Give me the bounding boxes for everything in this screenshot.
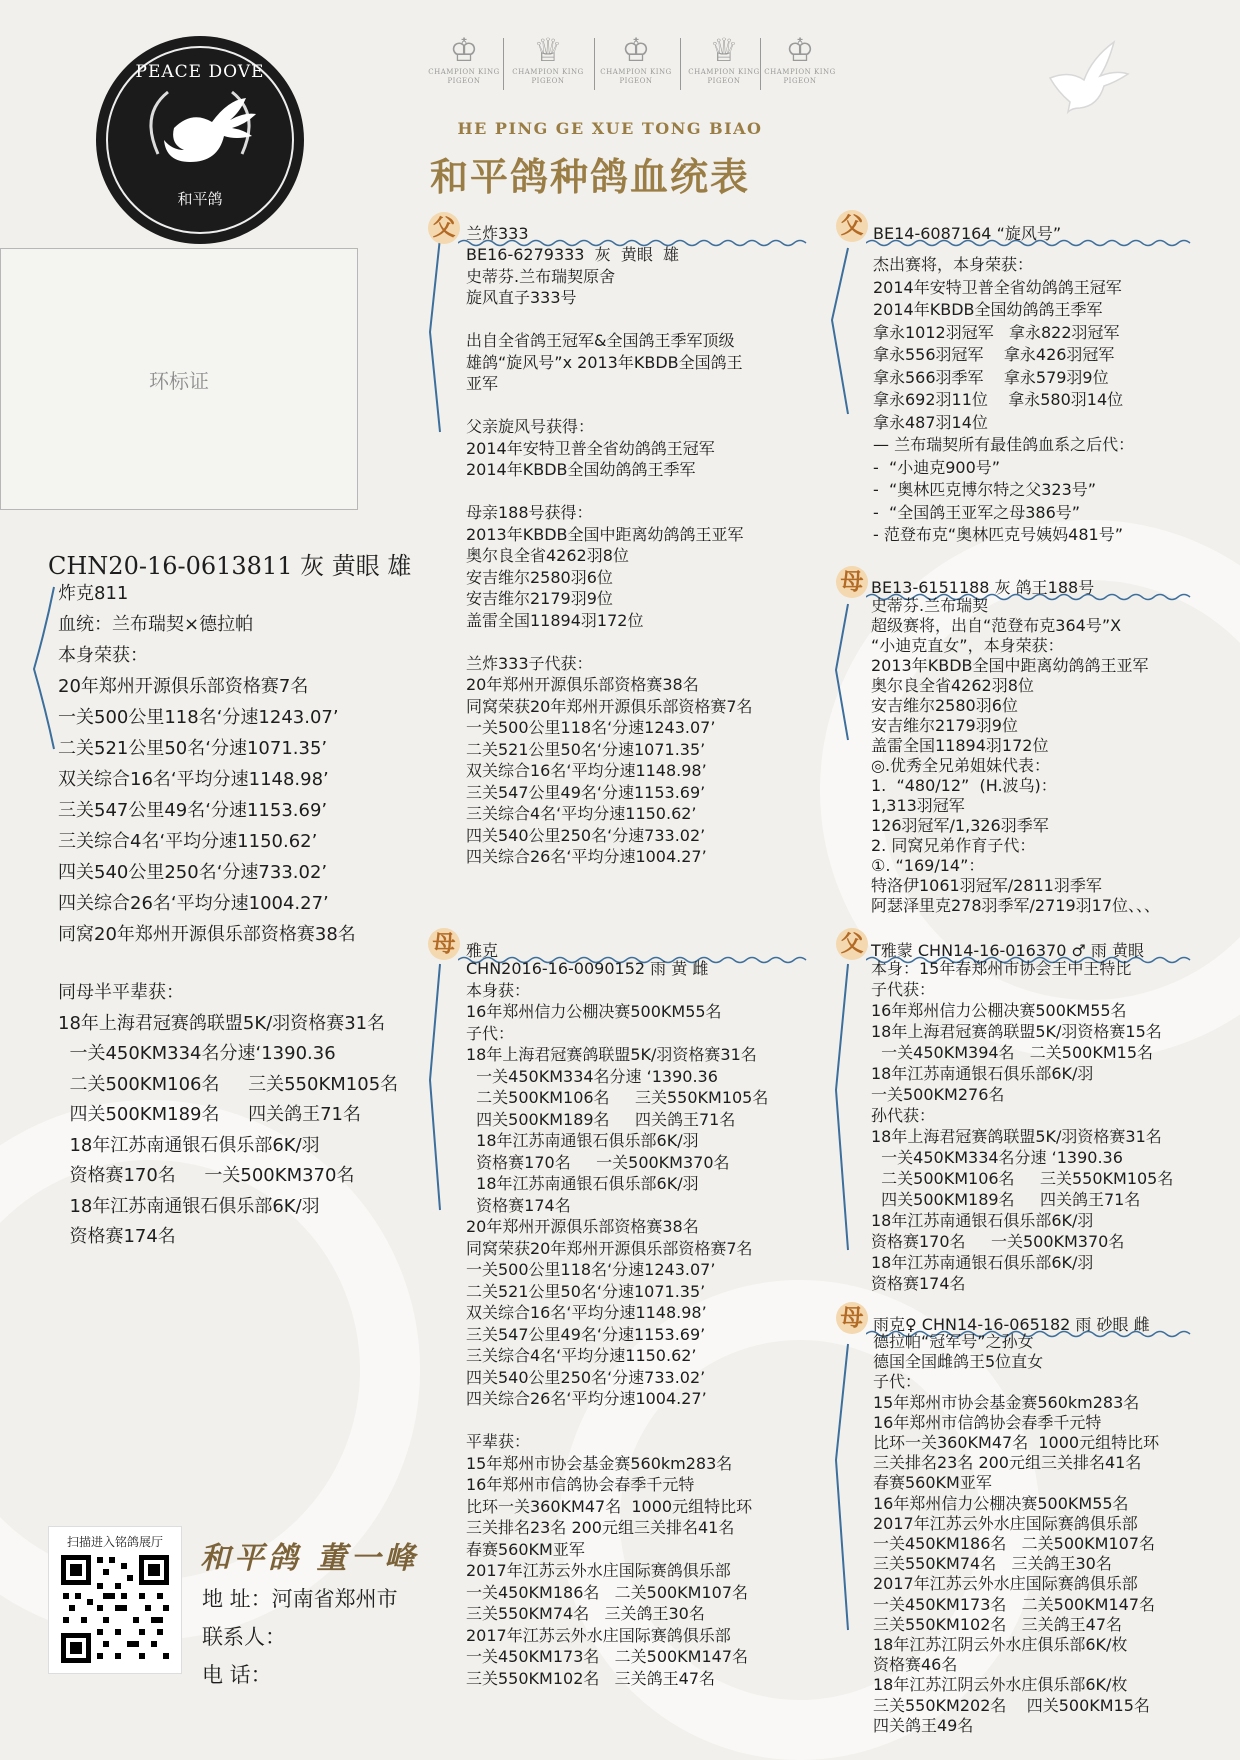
granddam-badge: 母 (836, 566, 868, 598)
crown-icon: ♕ CHAMPION KING PIGEON (688, 31, 760, 85)
dam-granddam-badge: 母 (836, 1302, 868, 1334)
ring-certificate-placeholder (0, 248, 358, 510)
granddam-bracket-line (826, 600, 856, 750)
ring-certificate-label: 环标证 (149, 368, 209, 393)
contact-info (202, 1580, 398, 1694)
grandsire-bracket-line (826, 244, 856, 424)
dam-details: CHN2016-16-0090152 雨 黄 雌 本身获： 16年郑州信力公棚决赛500KM55名 子代： 18年上海君冠赛鸽联盟5K/羽资格赛31名 一关450KM334名分速 ‘1390.36 二关500KM106名 三关550KM105名 四关500KM189名 四关鸽王71名 18年江苏南通银石俱乐部6K/羽 资格赛170名 一关500KM370名 18年江苏南通银石俱乐部6K/羽 资格赛174名 20年郑州开源俱乐部资格赛38名 同窝荣获20年郑州开源俱乐部资格赛7名 一关500公里118名‘分速1243.07’ 二关521公里50名‘分速1071.35’ 双关综合16名‘平均分速1148.98’ 三关547公里49名‘分速1153.69’ 三关综合4名‘平均分速1150.62’ 四关540公里250名‘分速733.02’ 四关综合26名‘平均分速1004.27’ 平辈获： 15年郑州市协会基金赛560km283名 16年郑州市信鸽协会春季千元特 比环一关360KM47名 1000元组特比环 三关排名23名 200元组三关排名41名 春赛560KM亚军 2017年江苏云外水庄国际赛鸽俱乐部 一关450KM186名 二关500KM107名 三关550KM74名 三关鸽王30名 2017年江苏云外水庄国际赛鸽俱乐部 一关450KM173名 二关500KM147名 三关550KM102名 三关鸽王47名 (466, 959, 769, 1688)
crown-icon: ♔ CHAMPION KING PIGEON (600, 31, 672, 85)
dam-bracket-line (418, 960, 448, 1220)
crown-icon: ♔ CHAMPION KING PIGEON (764, 31, 836, 85)
dove-emblem-icon (96, 36, 304, 244)
dam-grandsire-badge: 父 (836, 928, 868, 960)
dam-granddam-details: 德拉帕“冠军号”之孙女 德国全国雌鸽王5位直女 子代： 15年郑州市协会基金赛560km283名 16年郑州市信鸽协会春季千元特 比环一关360KM47名 1000元组特比环 三关排名23名 200元组三关排名41名 春赛560KM亚军 16年郑州信力公棚决赛500KM55名 2017年江苏云外水庄国际赛鸽俱乐部 一关450KM186名 二关500KM107名 三关550KM74名 三关鸽王30名 2017年江苏云外水庄国际赛鸽俱乐部 一关450KM173名 二关500KM147名 三关550KM102名 三关鸽王47名 18年江苏江阴云外水庄俱乐部6K/枚 资格赛46名 18年江苏江阴云外水庄俱乐部6K/枚 三关550KM202名 四关500KM15名 四关鸽王49名 (873, 1332, 1160, 1735)
dam-grandsire-title: T雅蒙 CHN14-16-016370 ♂ 雨 黄眼 (871, 941, 1144, 960)
brand-signature: 和平鸽 董一峰 (200, 1541, 419, 1576)
contact-person-line: 联系人： (202, 1625, 286, 1649)
dam-granddam-bracket-line (826, 1340, 856, 1640)
grandsire-title: BE14-6087164 “旋风号” (873, 224, 1062, 243)
half-sibling-results: 同母半平辈获： 18年上海君冠赛鸽联盟5K/羽资格赛31名 一关450KM334名分速‘1390.36 二关500KM106名 三关550KM105名 四关500KM189名 四关鸽王71名 18年江苏南通银石俱乐部6K/羽 资格赛170名 一关500KM370名 18年江苏南通银石俱乐部6K/羽 资格赛174名 (58, 982, 399, 1247)
sire-badge: 父 (428, 212, 460, 244)
subject-title: CHN20-16-0613811 灰 黄眼 雄 (48, 552, 412, 580)
peace-dove-logo (96, 36, 304, 244)
sire-bracket-line (418, 232, 448, 922)
dam-grandsire-bracket-line (826, 960, 856, 1260)
header-pinyin: HE PING GE XUE TONG BIAO (457, 119, 763, 138)
divider (503, 38, 504, 90)
wavy-underline (866, 238, 1196, 248)
divider (594, 38, 595, 90)
address-line: 地 址：河南省郑州市 (202, 1587, 398, 1611)
crown-icon: ♔ CHAMPION KING PIGEON (428, 31, 500, 85)
sire-title: 兰炸333 (466, 224, 529, 243)
bracket-line (28, 583, 60, 753)
logo-bottom-text: 和平鸽 (177, 190, 223, 208)
sire-details: BE16-6279333 灰 黄眼 雄 史蒂芬.兰布瑞契原舍 旋风直子333号 出自全省鸽王冠军&全国鸽王季军顶级 雄鸽“旋风号”x 2013年KBDB全国鸽王 亚军 父亲旋风号获得： 2014年安特卫普全省幼鸽鸽王冠军 2014年KBDB全国幼鸽鸽王季军 母亲188号获得： 2013年KBDB全国中距离幼鸽鸽王亚军 奥尔良全省4262羽8位 安吉维尔2580羽6位 安吉维尔2179羽9位 盖雷全国11894羽172位 兰炸333子代获： 20年郑州开源俱乐部资格赛38名 同窝荣获20年郑州开源俱乐部资格赛7名 一关500公里118名‘分速1243.07’ 二关521公里50名‘分速1071.35’ 双关综合16名‘平均分速1148.98’ 三关547公里49名‘分速1153.69’ 三关综合4名‘平均分速1150.62’ 四关540公里250名‘分速733.02’ 四关综合26名‘平均分速1004.27’ (466, 245, 753, 866)
logo-top-text: PEACE DOVE (135, 62, 265, 82)
divider (760, 38, 761, 90)
grandsire-details: 杰出赛将，本身荣获： 2014年安特卫普全省幼鸽鸽王冠军 2014年KBDB全国幼鸽鸽王季军 拿永1012羽冠军 拿永822羽冠军 拿永556羽冠军 拿永426羽冠军 拿永566羽季军 拿永579羽9位 拿永692羽11位 拿永580羽14位 拿永487羽14位 — 兰布瑞契所有最佳鸽血系之后代： - “小迪克900号” - “奥林匹克博尔特之父323号” - “全国鸽王亚军之母386号” - 范登布克“奥林匹克号姨妈481号” (873, 255, 1135, 544)
subject-details: 炸克811 血统：兰布瑞契×德拉帕 本身荣获： 20年郑州开源俱乐部资格赛7名 一关500公里118名‘分速1243.07’ 二关521公里50名‘分速1071.35’ 双关综合16名‘平均分速1148.98’ 三关547公里49名‘分速1153.69’ 三关综合4名‘平均分速1150.62’ 四关540公里250名‘分速733.02’ 四关综合26名‘平均分速1004.27’ 同窝20年郑州开源俱乐部资格赛38名 (58, 583, 356, 945)
qr-caption: 扫描进入铭鸽展厅 (66, 1535, 163, 1549)
dam-badge: 母 (428, 928, 460, 960)
granddam-details: 史蒂芬.兰布瑞契 超级赛将，出自“范登布克364号”X “小迪克直女”，本身荣获： 2013年KBDB全国中距离幼鸽鸽王亚军 奥尔良全省4262羽8位 安吉维尔2580羽6位 安吉维尔2179羽9位 盖雷全国11894羽172位 ◎.优秀全兄弟姐妹代表： 1. “480/12” (H.波乌)： 1,313羽冠军 126羽冠军/1,326羽季军 2. 同窝兄弟作育子代： ①. “169/14”： 特洛伊1061羽冠军/2811羽季军 阿瑟泽里克278羽季军/2719羽17位、、、 (871, 596, 1161, 915)
crown-icon: ♕ CHAMPION KING PIGEON (512, 31, 584, 85)
page-title: 和平鸽种鸽血统表 (430, 154, 751, 199)
dam-grandsire-details: 本身：15年春郑州市协会王中王特比 子代获： 16年郑州信力公棚决赛500KM55名 18年上海君冠赛鸽联盟5K/羽资格赛15名 一关450KM394名 二关500KM15名 18年江苏南通银石俱乐部6K/羽 一关500KM276名 孙代获： 18年上海君冠赛鸽联盟5K/羽资格赛31名 一关450KM334名分速 ‘1390.36 二关500KM106名 三关550KM105名 四关500KM189名 四关鸽王71名 18年江苏南通银石俱乐部6K/羽 资格赛170名 一关500KM370名 18年江苏南通银石俱乐部6K/羽 资格赛174名 (871, 959, 1174, 1293)
qr-code-icon[interactable] (59, 1553, 171, 1665)
dam-granddam-title: 雨克♀ CHN14-16-065182 雨 砂眼 雌 (873, 1315, 1150, 1334)
divider (680, 38, 681, 90)
qr-code-panel[interactable] (48, 1526, 182, 1674)
granddam-title: BE13-6151188 灰 鸽王188号 (871, 578, 1095, 597)
white-dove-icon (1040, 28, 1136, 124)
grandsire-badge: 父 (836, 210, 868, 242)
dam-title: 雅克 (466, 941, 499, 960)
phone-line: 电 话： (202, 1663, 272, 1687)
